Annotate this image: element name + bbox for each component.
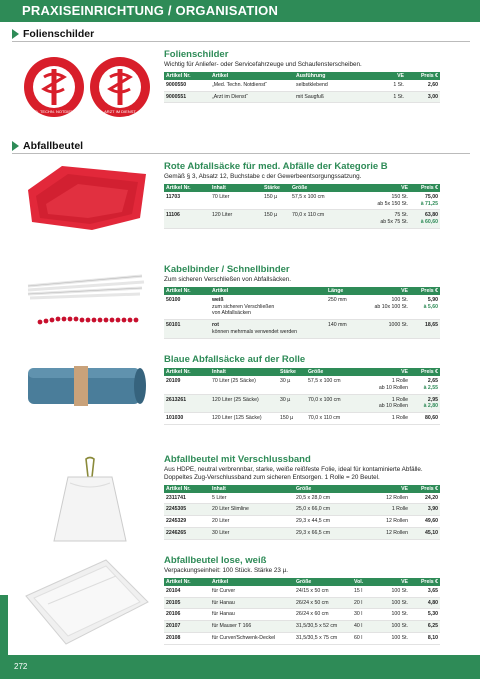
section-title: Abfallbeutel <box>23 140 84 152</box>
cell: „Arzt im Dienst“ <box>210 91 294 103</box>
col-header: Artikel Nr. <box>164 485 210 493</box>
col-header: Vol. <box>352 578 380 586</box>
col-header: Preis € <box>410 184 440 192</box>
cell <box>410 210 440 229</box>
cell: „Med. Techn. Notdienst“ <box>210 80 294 91</box>
cell: mit Saugfuß <box>294 91 366 103</box>
cell: 100 St. <box>380 609 410 621</box>
col-header: Preis € <box>410 578 440 586</box>
cell: 8,10 <box>410 632 440 644</box>
cell: 18,65 <box>410 320 440 339</box>
col-header: VE <box>354 287 410 295</box>
cell <box>210 295 326 320</box>
cell: 70,0 x 110 cm <box>290 210 354 229</box>
cell: selbstklebend <box>294 80 366 91</box>
col-header: Größe <box>294 578 352 586</box>
cell: 2245305 <box>164 504 210 516</box>
cell: 24,20 <box>410 493 440 504</box>
col-header: VE <box>380 578 410 586</box>
cell: 12 Rollen <box>360 527 410 539</box>
cell: 57,5 x 100 cm <box>290 192 354 210</box>
cell: 140 mm <box>326 320 354 339</box>
price: 75,00 <box>425 193 438 200</box>
article-note: können mehrmals verwendet werden <box>212 328 298 335</box>
cell: 150 µ <box>278 413 306 425</box>
cell: 12 Rollen <box>360 493 410 504</box>
cell: 2311741 <box>164 493 210 504</box>
col-header: Inhalt <box>210 184 262 192</box>
product-blaue-abfallsaecke <box>164 354 440 425</box>
product-description: Verpackungseinheit: 100 Stück. Stärke 23 µ. <box>164 567 289 574</box>
cell <box>410 394 440 413</box>
folienschild-badges-image <box>22 55 152 119</box>
cell: für Curver <box>210 586 294 597</box>
cell: 3,00 <box>406 91 440 103</box>
product-table <box>164 72 440 104</box>
table-row <box>164 493 440 504</box>
cell: 20107 <box>164 621 210 633</box>
section-divider <box>12 153 470 154</box>
price-discount: à 2,80 <box>423 403 438 410</box>
table-row <box>164 91 440 103</box>
col-header: Artikel Nr. <box>164 184 210 192</box>
cell: 70 Liter <box>210 192 262 210</box>
table-header <box>164 287 440 295</box>
cell <box>410 192 440 210</box>
product-table <box>164 485 440 540</box>
cell <box>410 295 440 320</box>
cell: 100 St. <box>380 621 410 633</box>
ve-line: ab 10x 100 St. <box>374 303 408 310</box>
medical-badge-icon <box>24 57 84 117</box>
cell: 9000550 <box>164 80 210 91</box>
cell: 1 St. <box>366 91 406 103</box>
cell: 70,0 x 110 cm <box>306 413 358 425</box>
product-description: Zum sicheren Verschließen von Abfallsäcken. <box>164 276 292 283</box>
price: 63,80 <box>425 212 438 219</box>
col-header: Stärke <box>262 184 290 192</box>
price-discount: à 71,25 <box>420 200 438 207</box>
table-row <box>164 516 440 528</box>
cell: 57,5 x 100 cm <box>306 376 358 394</box>
doctor-badge-icon <box>90 57 150 117</box>
col-header: Preis € <box>406 72 440 80</box>
table-row <box>164 527 440 539</box>
loose-bags-image <box>22 552 152 648</box>
product-title: Kabelbinder / Schnellbinder <box>164 264 290 275</box>
table-row <box>164 210 440 229</box>
ve-line: 1 Rolle <box>391 378 408 384</box>
cell: 31,5/30,5 x 52 cm <box>294 621 352 633</box>
cell: 70,0 x 100 cm <box>306 394 358 413</box>
article-name: rot <box>212 322 219 329</box>
table-header <box>164 485 440 493</box>
col-header: Ausführung <box>294 72 366 80</box>
table-row <box>164 376 440 394</box>
product-table <box>164 368 440 425</box>
col-header: Artikel Nr. <box>164 287 210 295</box>
cell: 26/24 x 50 cm <box>294 597 352 609</box>
cell: 250 mm <box>326 295 354 320</box>
cell: 15 l <box>352 586 380 597</box>
col-header: VE <box>360 485 410 493</box>
cell: 20108 <box>164 632 210 644</box>
cell: 70 Liter (25 Säcke) <box>210 376 278 394</box>
product-folienschilder <box>164 49 440 103</box>
cell: 100 St. <box>380 597 410 609</box>
cell: 5 Liter <box>210 493 294 504</box>
price: 2,95 <box>427 396 438 403</box>
cell: 11703 <box>164 192 210 210</box>
cell <box>358 376 410 394</box>
product-table <box>164 287 440 339</box>
table-row <box>164 413 440 425</box>
badge-2-text: ARZT IM DIENST <box>104 109 136 114</box>
cell: 101030 <box>164 413 210 425</box>
article-note: zum sicheren Verschließen <box>212 303 275 310</box>
cell: für Hanau <box>210 609 294 621</box>
table-row <box>164 621 440 633</box>
cell: 20 Liter <box>210 516 294 528</box>
product-rote-abfallsaecke <box>164 161 440 229</box>
col-header: Preis € <box>410 287 440 295</box>
product-description: Wichtig für Anliefer- oder Servicefahrzeuge und Schaufensterscheiben. <box>164 61 362 68</box>
ve-line: 1 Rolle <box>391 396 408 403</box>
cell <box>358 394 410 413</box>
cell: 100 St. <box>380 586 410 597</box>
col-header: VE <box>358 368 410 376</box>
article-note: von Abfallsäcken <box>212 310 251 317</box>
cell: 30 µ <box>278 394 306 413</box>
ve-line: 75 St. <box>394 212 408 219</box>
table-header <box>164 368 440 376</box>
cell <box>354 192 410 210</box>
cell: 20,5 x 28,0 cm <box>294 493 360 504</box>
cell: 4,80 <box>410 597 440 609</box>
cell: 150 µ <box>262 210 290 229</box>
cell: 30 Liter <box>210 527 294 539</box>
table-row <box>164 597 440 609</box>
cell: 50101 <box>164 320 210 339</box>
product-title: Abfallbeutel lose, weiß <box>164 555 267 566</box>
col-header: Stärke <box>278 368 306 376</box>
table-row <box>164 320 440 339</box>
cell: 20 l <box>352 597 380 609</box>
col-header: Artikel Nr. <box>164 72 210 80</box>
triangle-bullet-icon <box>12 29 19 39</box>
table-row <box>164 192 440 210</box>
cell: 12 Rollen <box>360 516 410 528</box>
product-title: Blaue Abfallsäcke auf der Rolle <box>164 354 306 365</box>
section-heading-folienschilder <box>12 28 94 40</box>
cell: 100 St. <box>380 632 410 644</box>
cell: für Hanau <box>210 597 294 609</box>
cell: 2245329 <box>164 516 210 528</box>
cell: 45,10 <box>410 527 440 539</box>
col-header: VE <box>366 72 406 80</box>
product-abfallbeutel-lose <box>164 555 440 645</box>
col-header: Artikel <box>210 578 294 586</box>
article-name: weiß <box>212 296 224 303</box>
cell: 26/24 x 60 cm <box>294 609 352 621</box>
ve-line: ab 10 Rollen <box>378 384 408 391</box>
cell: 31,5/30,5 x 75 cm <box>294 632 352 644</box>
table-row <box>164 586 440 597</box>
cell: 120 Liter (25 Säcke) <box>210 394 278 413</box>
red-bags-image <box>22 160 152 232</box>
table-header <box>164 72 440 80</box>
col-header: Artikel Nr. <box>164 578 210 586</box>
col-header: Artikel <box>210 72 294 80</box>
cell <box>354 295 410 320</box>
table-row <box>164 80 440 91</box>
drawstring-bag-image <box>40 455 140 545</box>
cell: 9000551 <box>164 91 210 103</box>
cell: 1000 St. <box>354 320 410 339</box>
section-divider <box>12 41 470 42</box>
price-discount: à 60,60 <box>420 219 438 226</box>
price-discount: à 2,55 <box>423 384 438 391</box>
product-table <box>164 578 440 645</box>
cell: 50100 <box>164 295 210 320</box>
cell: 29,3 x 66,5 cm <box>294 527 360 539</box>
triangle-bullet-icon <box>12 141 19 151</box>
section-heading-abfallbeutel <box>12 140 83 152</box>
blue-bag-roll-image <box>22 356 152 416</box>
col-header: Preis € <box>410 485 440 493</box>
cell: 20104 <box>164 586 210 597</box>
table-header <box>164 578 440 586</box>
page-title: PRAXISEINRICHTUNG / ORGANISATION <box>22 3 279 18</box>
cell: 1 St. <box>366 80 406 91</box>
cell: 1 Rolle <box>360 504 410 516</box>
cell: 20 Liter Slimline <box>210 504 294 516</box>
cell: 40 l <box>352 621 380 633</box>
red-tie-beads <box>38 317 139 325</box>
product-table <box>164 184 440 229</box>
cell <box>410 376 440 394</box>
col-header: Artikel Nr. <box>164 368 210 376</box>
col-header: Preis € <box>410 368 440 376</box>
ve-line: 100 St. <box>391 296 408 303</box>
product-title: Abfallbeutel mit Verschlussband <box>164 454 311 465</box>
cell: 20106 <box>164 609 210 621</box>
cell: 49,60 <box>410 516 440 528</box>
cell: 11106 <box>164 210 210 229</box>
page-number: 272 <box>14 662 28 671</box>
col-header: Größe <box>294 485 360 493</box>
table-row <box>164 394 440 413</box>
cell: 2,60 <box>406 80 440 91</box>
cell: 24/15 x 50 cm <box>294 586 352 597</box>
cell: 150 µ <box>262 192 290 210</box>
price-discount: à 5,60 <box>423 303 438 310</box>
cell: 5,30 <box>410 609 440 621</box>
product-title: Rote Abfallsäcke für med. Abfälle der Kategorie B <box>164 161 388 172</box>
side-tab <box>0 595 8 655</box>
ve-line: ab 5x 75 St. <box>380 219 408 226</box>
table-row <box>164 295 440 320</box>
cell: 25,0 x 66,0 cm <box>294 504 360 516</box>
cell: 20105 <box>164 597 210 609</box>
cell <box>354 210 410 229</box>
table-header <box>164 184 440 192</box>
footer-bar <box>0 655 480 679</box>
cell: für Mauser T 166 <box>210 621 294 633</box>
table-row <box>164 632 440 644</box>
col-header: Artikel <box>210 287 326 295</box>
table-row <box>164 504 440 516</box>
ve-line: 150 St. <box>391 193 408 200</box>
cell: 3,65 <box>410 586 440 597</box>
product-description: Aus HDPE, neutral verbrennbar, starke, weiße reißfeste Folie, ideal für kontaminierte Abfälle. Doppeltes Zug-Verschlussband zum sicheren Entsorgen. 1 Rolle = 20 Beutel. <box>164 466 423 481</box>
cell: 3,90 <box>410 504 440 516</box>
cable-ties-image <box>22 262 152 338</box>
cell: 20109 <box>164 376 210 394</box>
cell: 30 µ <box>278 376 306 394</box>
cell: 2613261 <box>164 394 210 413</box>
cell: 30 l <box>352 609 380 621</box>
price: 2,65 <box>427 378 438 384</box>
section-title: Folienschilder <box>23 28 95 40</box>
ve-line: ab 10 Rollen <box>378 403 408 410</box>
cell: 120 Liter (125 Säcke) <box>210 413 278 425</box>
col-header: Länge <box>326 287 354 295</box>
price: 5,90 <box>427 296 438 303</box>
header-bar <box>0 0 480 22</box>
cell: für Curver/Schwenk-Deckel <box>210 632 294 644</box>
col-header: VE <box>354 184 410 192</box>
product-description: Gemäß § 3, Absatz 12, Buchstabe c der Gewerbeentsorgungssatzung. <box>164 173 362 180</box>
product-kabelbinder <box>164 264 440 339</box>
cell <box>210 320 326 339</box>
cell: 29,3 x 44,5 cm <box>294 516 360 528</box>
col-header: Inhalt <box>210 368 278 376</box>
cell: 120 Liter <box>210 210 262 229</box>
col-header: Größe <box>290 184 354 192</box>
cell: 2246265 <box>164 527 210 539</box>
cell: 80,60 <box>410 413 440 425</box>
col-header: Größe <box>306 368 358 376</box>
product-title: Folienschilder <box>164 49 229 60</box>
cell: 1 Rolle <box>358 413 410 425</box>
table-row <box>164 609 440 621</box>
col-header: Inhalt <box>210 485 294 493</box>
badge-1-text: MED. TECHN. NOTDIENST <box>28 109 80 114</box>
cell: 6,25 <box>410 621 440 633</box>
cell: 60 l <box>352 632 380 644</box>
product-abfallbeutel-verschlussband <box>164 454 440 540</box>
ve-line: ab 5x 150 St. <box>377 200 408 207</box>
